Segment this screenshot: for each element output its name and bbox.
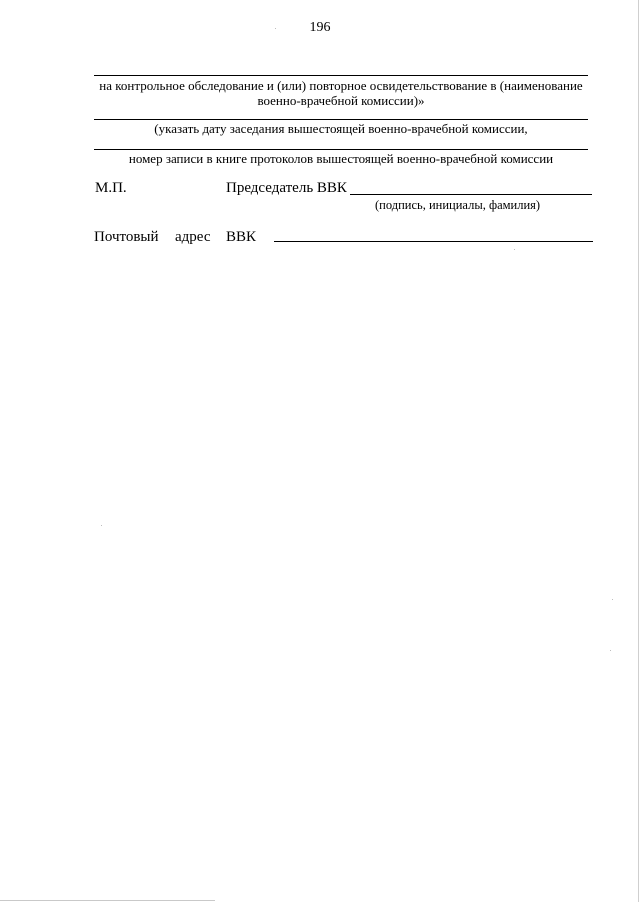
date-blank-line xyxy=(94,119,588,120)
seal-label: М.П. xyxy=(95,180,127,196)
signature-blank-line xyxy=(350,194,592,195)
record-instruction: номер записи в книге протоколов вышестоящей военно-врачебной комиссии xyxy=(128,151,554,166)
postal-word-1: Почтовый xyxy=(94,229,159,245)
postal-word-3: ВВК xyxy=(226,229,257,245)
scan-speck xyxy=(612,599,613,600)
date-instruction: (указать дату заседания вышестоящей военно-врачебной комиссии, xyxy=(154,121,528,136)
postal-address-blank-line xyxy=(274,241,593,242)
postal-word-2: адрес xyxy=(175,229,211,245)
commission-line-2: военно-врачебной комиссии)» xyxy=(257,93,425,108)
scan-speck xyxy=(101,525,102,526)
chairman-label: Председатель ВВК xyxy=(226,180,347,196)
signature-caption: (подпись, инициалы, фамилия) xyxy=(375,198,541,212)
scan-speck xyxy=(275,28,276,29)
page-number: 196 xyxy=(309,20,331,35)
scan-speck xyxy=(610,650,611,651)
commission-line-1: на контрольное обследование и (или) повторное освидетельствование в (наименование xyxy=(99,78,583,93)
scan-bottom-line xyxy=(0,900,215,901)
page-right-edge xyxy=(638,0,639,902)
top-blank-line xyxy=(94,75,588,76)
scan-speck xyxy=(514,249,515,250)
record-blank-line xyxy=(94,149,588,150)
